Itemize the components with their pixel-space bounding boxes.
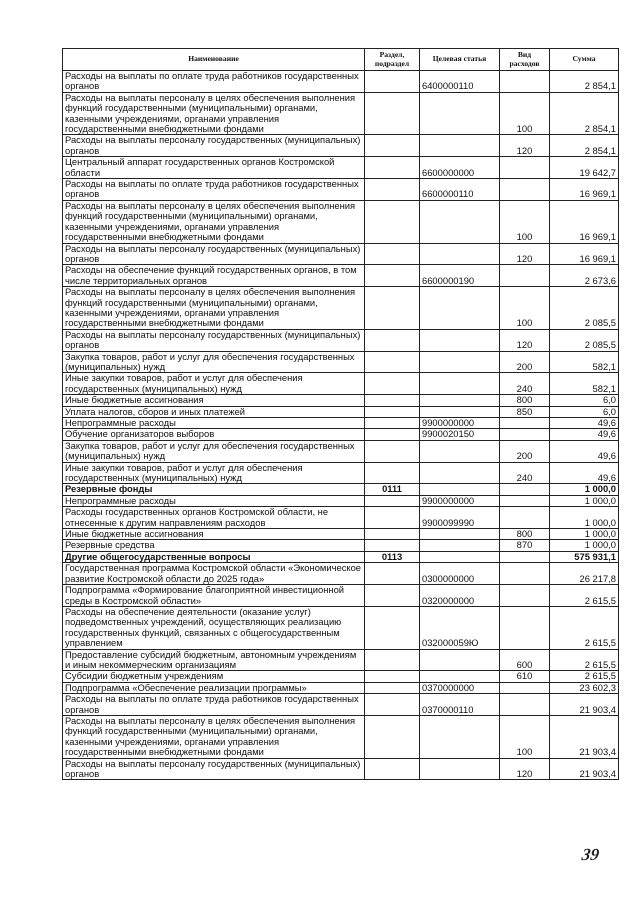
row-name: Иные закупки товаров, работ и услуг для обеспечения государственных (муниципальных) нужд (63, 373, 365, 395)
row-name: Иные бюджетные ассигнования (63, 395, 365, 406)
table-row (63, 429, 619, 440)
row-name: Расходы на выплаты по оплате труда работников государственных органов (63, 694, 365, 716)
row-expense-type: 800 (500, 529, 550, 540)
table-header-row (63, 49, 619, 71)
row-section (365, 563, 420, 585)
row-target-article: 032000059Ю (420, 606, 500, 649)
row-expense-type (500, 418, 550, 429)
row-target-article (420, 758, 500, 780)
row-name: Обучение организаторов выборов (63, 429, 365, 440)
row-amount: 16 969,1 (550, 200, 619, 243)
row-name: Иные закупки товаров, работ и услуг для обеспечения государственных (муниципальных) нужд (63, 462, 365, 484)
row-amount: 21 903,4 (550, 694, 619, 716)
row-amount: 2 854,1 (550, 71, 619, 93)
row-amount: 2 615,5 (550, 649, 619, 671)
row-amount: 49,6 (550, 429, 619, 440)
row-amount: 2 615,5 (550, 606, 619, 649)
row-expense-type (500, 551, 550, 562)
row-section (365, 135, 420, 157)
row-name: Резервные средства (63, 540, 365, 551)
row-name: Расходы на выплаты персоналу в целях обеспечения выполнения функций государственными (муниципальными) органами, казенными учреждениями, органами управления государственными внебюджетными фондами (63, 287, 365, 330)
row-expense-type (500, 71, 550, 93)
row-amount: 582,1 (550, 351, 619, 373)
table-row (63, 351, 619, 373)
table-row (63, 265, 619, 287)
header-section: Раздел, подраздел (365, 49, 420, 71)
row-target-article (420, 671, 500, 682)
header-target-article: Целевая статья (420, 49, 500, 71)
row-target-article (420, 243, 500, 265)
row-amount: 2 673,6 (550, 265, 619, 287)
row-section (365, 395, 420, 406)
row-expense-type: 120 (500, 329, 550, 351)
row-target-article (420, 200, 500, 243)
row-amount: 1 000,0 (550, 507, 619, 529)
table-row (63, 440, 619, 462)
table-row (63, 200, 619, 243)
row-target-article: 0370000000 (420, 682, 500, 693)
row-section (365, 418, 420, 429)
row-expense-type: 100 (500, 200, 550, 243)
row-section (365, 265, 420, 287)
row-amount: 575 931,1 (550, 551, 619, 562)
row-target-article (420, 551, 500, 562)
row-expense-type (500, 585, 550, 607)
header-expense-type: Вид расходов (500, 49, 550, 71)
row-section (365, 758, 420, 780)
table-row (63, 71, 619, 93)
row-expense-type (500, 694, 550, 716)
table-row (63, 649, 619, 671)
row-expense-type: 850 (500, 406, 550, 417)
row-name: Подпрограмма «Формирование благоприятной инвестиционной среды в Костромской области» (63, 585, 365, 607)
row-target-article: 9900000000 (420, 495, 500, 506)
row-target-article (420, 715, 500, 758)
table-row (63, 563, 619, 585)
row-section (365, 715, 420, 758)
row-expense-type: 100 (500, 287, 550, 330)
row-amount: 21 903,4 (550, 715, 619, 758)
row-expense-type (500, 507, 550, 529)
row-name: Расходы на выплаты персоналу в целях обеспечения выполнения функций государственными (муниципальными) органами, казенными учреждениями, органами управления государственными внебюджетными фондами (63, 92, 365, 135)
row-amount: 16 969,1 (550, 179, 619, 201)
table-row (63, 406, 619, 417)
row-name: Закупка товаров, работ и услуг для обеспечения государственных (муниципальных) нужд (63, 351, 365, 373)
row-expense-type: 120 (500, 758, 550, 780)
row-section (365, 429, 420, 440)
table-row (63, 329, 619, 351)
row-section (365, 462, 420, 484)
row-section (365, 694, 420, 716)
row-target-article (420, 395, 500, 406)
row-name: Подпрограмма «Обеспечение реализации программы» (63, 682, 365, 693)
table-row (63, 495, 619, 506)
row-section (365, 540, 420, 551)
row-target-article (420, 484, 500, 495)
row-target-article: 0370000110 (420, 694, 500, 716)
row-amount: 23 602,3 (550, 682, 619, 693)
row-name: Уплата налогов, сборов и иных платежей (63, 406, 365, 417)
row-amount: 2 615,5 (550, 671, 619, 682)
row-name: Расходы на выплаты персоналу в целях обеспечения выполнения функций государственными (муниципальными) органами, казенными учреждениями, органами управления государственными внебюджетными фондами (63, 200, 365, 243)
row-name: Непрограммные расходы (63, 495, 365, 506)
row-amount: 19 642,7 (550, 157, 619, 179)
row-name: Иные бюджетные ассигнования (63, 529, 365, 540)
row-name: Расходы на обеспечение деятельности (оказание услуг) подведомственных учреждений, осуществляющих реализацию государственных функций, связанных с общегосударственным управлением (63, 606, 365, 649)
row-amount: 49,6 (550, 462, 619, 484)
row-section (365, 682, 420, 693)
table-body (63, 71, 619, 780)
row-target-article: 0320000000 (420, 585, 500, 607)
header-amount: Сумма (550, 49, 619, 71)
table-row (63, 418, 619, 429)
row-section (365, 243, 420, 265)
table-row (63, 694, 619, 716)
row-amount: 2 085,5 (550, 329, 619, 351)
row-name: Расходы на выплаты персоналу государственных (муниципальных) органов (63, 243, 365, 265)
row-name: Центральный аппарат государственных органов Костромской области (63, 157, 365, 179)
table-row (63, 529, 619, 540)
row-target-article: 6400000110 (420, 71, 500, 93)
row-amount: 2 615,5 (550, 585, 619, 607)
row-section (365, 351, 420, 373)
table-row (63, 507, 619, 529)
table-row (63, 395, 619, 406)
row-section (365, 406, 420, 417)
row-name: Резервные фонды (63, 484, 365, 495)
row-expense-type: 200 (500, 351, 550, 373)
row-section: 0111 (365, 484, 420, 495)
row-expense-type (500, 682, 550, 693)
row-name: Расходы государственных органов Костромской области, не отнесенные к другим направлениям расходов (63, 507, 365, 529)
row-target-article: 9900099990 (420, 507, 500, 529)
row-amount: 49,6 (550, 418, 619, 429)
row-amount: 26 217,8 (550, 563, 619, 585)
row-target-article (420, 329, 500, 351)
row-section (365, 529, 420, 540)
table-row (63, 606, 619, 649)
row-amount: 6,0 (550, 406, 619, 417)
row-target-article: 6600000110 (420, 179, 500, 201)
row-target-article (420, 540, 500, 551)
row-amount: 1 000,0 (550, 529, 619, 540)
row-amount: 2 854,1 (550, 135, 619, 157)
row-expense-type: 100 (500, 715, 550, 758)
row-target-article (420, 351, 500, 373)
row-expense-type: 200 (500, 440, 550, 462)
row-name: Расходы на выплаты персоналу государственных (муниципальных) органов (63, 135, 365, 157)
row-target-article (420, 462, 500, 484)
row-target-article: 6600000190 (420, 265, 500, 287)
row-target-article (420, 373, 500, 395)
row-section (365, 495, 420, 506)
row-section (365, 606, 420, 649)
row-amount: 16 969,1 (550, 243, 619, 265)
row-amount: 582,1 (550, 373, 619, 395)
row-expense-type (500, 265, 550, 287)
row-section (365, 440, 420, 462)
row-expense-type: 240 (500, 462, 550, 484)
row-name: Расходы на выплаты по оплате труда работников государственных органов (63, 71, 365, 93)
row-expense-type: 100 (500, 92, 550, 135)
row-section (365, 585, 420, 607)
row-target-article: 9900020150 (420, 429, 500, 440)
row-name: Непрограммные расходы (63, 418, 365, 429)
table-row (63, 157, 619, 179)
table-row (63, 715, 619, 758)
page-number: 39 (580, 845, 601, 864)
row-name: Расходы на выплаты персоналу государственных (муниципальных) органов (63, 758, 365, 780)
table-row (63, 551, 619, 562)
row-name: Субсидии бюджетным учреждениям (63, 671, 365, 682)
row-target-article (420, 287, 500, 330)
row-section: 0113 (365, 551, 420, 562)
row-expense-type (500, 563, 550, 585)
row-expense-type: 600 (500, 649, 550, 671)
row-amount: 6,0 (550, 395, 619, 406)
table-row (63, 671, 619, 682)
row-expense-type (500, 179, 550, 201)
row-section (365, 287, 420, 330)
row-expense-type: 800 (500, 395, 550, 406)
row-amount: 1 000,0 (550, 484, 619, 495)
row-expense-type: 610 (500, 671, 550, 682)
row-amount: 2 854,1 (550, 92, 619, 135)
row-section (365, 92, 420, 135)
row-section (365, 71, 420, 93)
table-row (63, 540, 619, 551)
budget-table (62, 48, 619, 780)
row-name: Расходы на обеспечение функций государственных органов, в том числе территориальных органов (63, 265, 365, 287)
row-expense-type (500, 157, 550, 179)
row-section (365, 507, 420, 529)
row-name: Предоставление субсидий бюджетным, автономным учреждениям и иным некоммерческим организациям (63, 649, 365, 671)
row-expense-type (500, 429, 550, 440)
row-expense-type: 120 (500, 135, 550, 157)
header-name: Наименование (63, 49, 365, 71)
table-row (63, 287, 619, 330)
row-target-article (420, 440, 500, 462)
row-target-article (420, 649, 500, 671)
row-amount: 49,6 (550, 440, 619, 462)
row-section (365, 373, 420, 395)
row-target-article: 0300000000 (420, 563, 500, 585)
row-expense-type (500, 606, 550, 649)
row-name: Другие общегосударственные вопросы (63, 551, 365, 562)
row-target-article (420, 92, 500, 135)
row-name: Закупка товаров, работ и услуг для обеспечения государственных (муниципальных) нужд (63, 440, 365, 462)
row-section (365, 671, 420, 682)
row-expense-type: 870 (500, 540, 550, 551)
row-name: Расходы на выплаты персоналу в целях обеспечения выполнения функций государственными (муниципальными) органами, казенными учреждениями, органами управления государственными внебюджетными фондами (63, 715, 365, 758)
table-row (63, 462, 619, 484)
row-section (365, 179, 420, 201)
table-row (63, 135, 619, 157)
row-amount: 1 000,0 (550, 495, 619, 506)
row-section (365, 329, 420, 351)
table-row (63, 179, 619, 201)
row-target-article (420, 529, 500, 540)
row-section (365, 649, 420, 671)
row-name: Расходы на выплаты персоналу государственных (муниципальных) органов (63, 329, 365, 351)
row-expense-type: 120 (500, 243, 550, 265)
table-row (63, 373, 619, 395)
row-amount: 2 085,5 (550, 287, 619, 330)
row-amount: 1 000,0 (550, 540, 619, 551)
row-section (365, 157, 420, 179)
table-row (63, 484, 619, 495)
row-expense-type (500, 495, 550, 506)
row-name: Государственная программа Костромской области «Экономическое развитие Костромской области до 2025 года» (63, 563, 365, 585)
table-row (63, 585, 619, 607)
table-row (63, 243, 619, 265)
row-name: Расходы на выплаты по оплате труда работников государственных органов (63, 179, 365, 201)
row-amount: 21 903,4 (550, 758, 619, 780)
table-row (63, 92, 619, 135)
row-target-article: 6600000000 (420, 157, 500, 179)
row-target-article (420, 135, 500, 157)
row-expense-type (500, 484, 550, 495)
row-section (365, 200, 420, 243)
row-expense-type: 240 (500, 373, 550, 395)
table-row (63, 758, 619, 780)
row-target-article: 9900000000 (420, 418, 500, 429)
table-row (63, 682, 619, 693)
row-target-article (420, 406, 500, 417)
